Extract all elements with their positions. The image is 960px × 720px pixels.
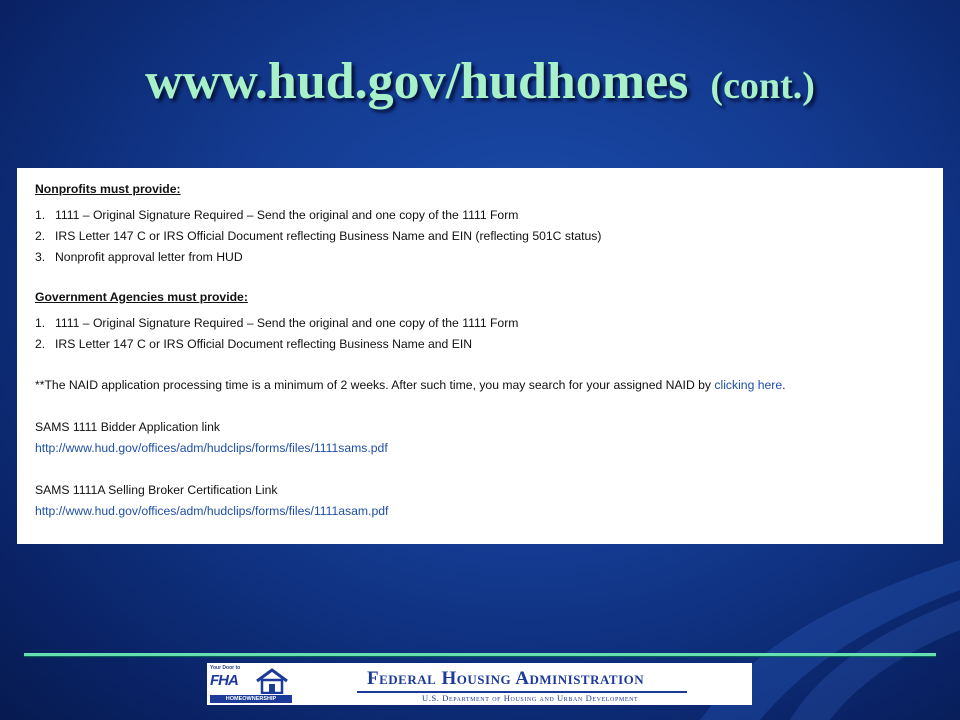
sams-1111-label: SAMS 1111 Bidder Application link [35,420,220,434]
list-item: 1. 1111 – Original Signature Required – Send the original and one copy of the 1111 Form [35,208,519,222]
divider-line [24,653,936,656]
list-item: 2. IRS Letter 147 C or IRS Official Document reflecting Business Name and EIN (reflecting 501C status) [35,229,602,243]
slide-title [0,52,960,111]
list-item: 1. 1111 – Original Signature Required – Send the original and one copy of the 1111 Form [35,316,519,330]
naid-note: **The NAID application processing time is a minimum of 2 weeks. After such time, you may search for your assigned NAID by clicking here. [35,378,786,392]
nonprofits-heading: Nonprofits must provide: [35,182,181,196]
org-subtitle: U.S. Department of Housing and Urban Development [422,693,639,703]
logo-tagline: Your Door to [210,665,241,671]
sams-1111a-label: SAMS 1111A Selling Broker Certification Link [35,483,278,497]
government-heading: Government Agencies must provide: [35,290,248,304]
title-url: www.hud.gov/hudhomes [145,53,689,110]
logo-text: FHA [210,672,238,689]
fha-logo [210,665,292,703]
clicking-here-link[interactable]: clicking here [714,378,783,392]
sams-1111-link[interactable]: http://www.hud.gov/offices/adm/hudclips/forms/files/1111sams.pdf [35,441,388,455]
sams-1111a-link[interactable]: http://www.hud.gov/offices/adm/hudclips/forms/files/1111asam.pdf [35,504,389,518]
fha-banner [207,663,752,705]
document-screenshot [17,168,943,544]
list-item: 3. Nonprofit approval letter from HUD [35,250,243,264]
logo-bar: HOMEOWNERSHIP [210,695,292,703]
list-item: 2. IRS Letter 147 C or IRS Official Document reflecting Business Name and EIN [35,337,473,351]
title-suffix: (cont.) [710,65,815,107]
org-name: Federal Housing Administration [367,668,645,689]
house-icon [255,668,289,694]
